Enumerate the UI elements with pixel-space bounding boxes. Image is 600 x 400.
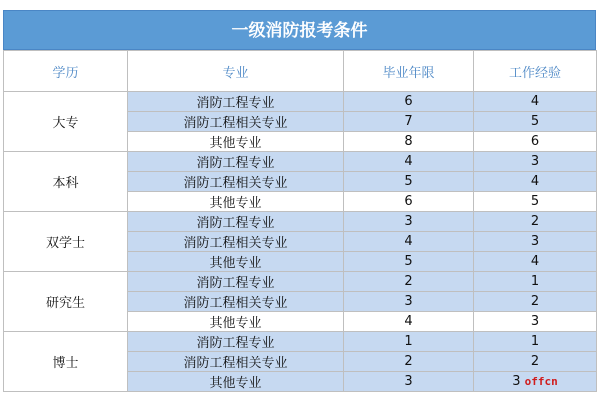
major-cell — [128, 232, 344, 252]
years-cell — [344, 372, 474, 392]
experience-cell-text: 3 — [512, 374, 521, 389]
years-cell — [344, 332, 474, 352]
major-cell — [128, 92, 344, 112]
degree-cell: 研究生 — [4, 272, 128, 332]
major-cell-text: 其他专业 — [209, 256, 262, 271]
experience-cell — [474, 92, 597, 112]
years-cell-text: 6 — [404, 194, 413, 209]
experience-cell — [474, 252, 597, 272]
header-row — [4, 51, 597, 92]
major-cell — [128, 112, 344, 132]
table-row — [4, 332, 597, 352]
experience-cell-text: 2 — [530, 294, 540, 309]
major-cell-text: 消防工程相关专业 — [183, 176, 288, 191]
experience-cell — [474, 152, 597, 172]
major-cell — [128, 152, 344, 172]
major-cell — [128, 132, 344, 152]
major-cell — [128, 332, 344, 352]
table-title: 一级消防报考条件 — [3, 10, 596, 50]
experience-cell-text: 6 — [530, 134, 540, 149]
experience-cell — [474, 292, 597, 312]
header-experience: 工作经验 — [474, 51, 597, 92]
experience-cell — [474, 172, 597, 192]
degree-cell: 博士 — [4, 332, 128, 392]
experience-cell-text: 5 — [530, 114, 540, 129]
years-cell — [344, 352, 474, 372]
major-cell-text: 消防工程专业 — [196, 276, 275, 291]
experience-cell-text: 2 — [530, 214, 540, 229]
experience-cell-text: 1 — [530, 334, 540, 349]
experience-cell — [474, 352, 597, 372]
years-cell — [344, 312, 474, 332]
years-cell-text: 6 — [404, 94, 413, 109]
years-cell — [344, 232, 474, 252]
years-cell-text: 5 — [404, 174, 413, 189]
header-degree: 学历 — [4, 51, 128, 92]
years-cell — [344, 192, 474, 212]
years-cell — [344, 112, 474, 132]
years-cell — [344, 212, 474, 232]
major-cell — [128, 352, 344, 372]
major-cell — [128, 192, 344, 212]
header-major: 专业 — [128, 51, 344, 92]
major-cell-text: 其他专业 — [209, 196, 262, 211]
years-cell-text: 4 — [404, 314, 413, 329]
experience-cell-text: 3 — [530, 314, 540, 329]
table-row — [4, 212, 597, 232]
experience-cell-text: 5 — [530, 194, 540, 209]
years-cell-text: 3 — [404, 294, 413, 309]
years-cell — [344, 132, 474, 152]
years-cell-text: 2 — [404, 274, 413, 289]
years-cell-text: 5 — [404, 254, 413, 269]
major-cell — [128, 312, 344, 332]
major-cell-text: 其他专业 — [209, 316, 262, 331]
experience-cell-text: 1 — [530, 274, 540, 289]
major-cell-text: 其他专业 — [209, 376, 262, 391]
experience-cell — [474, 272, 597, 292]
degree-cell: 大专 — [4, 92, 128, 152]
experience-cell — [474, 212, 597, 232]
major-cell — [128, 372, 344, 392]
major-cell — [128, 292, 344, 312]
major-cell — [128, 212, 344, 232]
table-row — [4, 272, 597, 292]
years-cell — [344, 292, 474, 312]
experience-cell — [474, 232, 597, 252]
major-cell-text: 消防工程专业 — [196, 156, 275, 171]
years-cell — [344, 92, 474, 112]
experience-cell — [474, 112, 597, 132]
major-cell — [128, 172, 344, 192]
years-cell-text: 3 — [404, 214, 413, 229]
major-cell — [128, 252, 344, 272]
years-cell-text: 4 — [404, 154, 413, 169]
years-cell — [344, 252, 474, 272]
major-cell-text: 消防工程相关专业 — [183, 356, 288, 371]
years-cell — [344, 172, 474, 192]
years-cell-text: 3 — [404, 374, 413, 389]
header-years: 毕业年限 — [344, 51, 474, 92]
requirements-table — [3, 50, 597, 392]
years-cell — [344, 152, 474, 172]
table-body — [4, 92, 597, 392]
years-cell-text: 7 — [404, 114, 413, 129]
major-cell-text: 消防工程相关专业 — [183, 296, 288, 311]
major-cell-text: 消防工程专业 — [196, 336, 275, 351]
major-cell-text: 其他专业 — [209, 136, 262, 151]
experience-cell-text: 4 — [530, 254, 540, 269]
major-cell-text: 消防工程专业 — [196, 216, 275, 231]
years-cell-text: 4 — [404, 234, 413, 249]
degree-cell: 本科 — [4, 152, 128, 212]
years-cell-text: 2 — [404, 354, 413, 369]
major-cell-text: 消防工程专业 — [196, 96, 275, 111]
major-cell — [128, 272, 344, 292]
experience-cell — [474, 312, 597, 332]
degree-cell: 双学士 — [4, 212, 128, 272]
experience-cell-text: 3 — [530, 234, 540, 249]
experience-cell-text: 2 — [530, 354, 540, 369]
watermark-text: offcn — [524, 375, 558, 388]
experience-cell — [474, 332, 597, 352]
table-row — [4, 92, 597, 112]
experience-cell — [474, 132, 597, 152]
years-cell — [344, 272, 474, 292]
table-row — [4, 152, 597, 172]
major-cell-text: 消防工程相关专业 — [183, 236, 288, 251]
years-cell-text: 8 — [404, 134, 413, 149]
experience-cell-text: 4 — [530, 94, 540, 109]
experience-cell-text: 3 — [530, 154, 540, 169]
experience-cell-text: 4 — [530, 174, 540, 189]
major-cell-text: 消防工程相关专业 — [183, 116, 288, 131]
years-cell-text: 1 — [404, 334, 413, 349]
experience-cell — [474, 192, 597, 212]
experience-cell — [474, 372, 597, 392]
document-table-container — [3, 10, 596, 392]
